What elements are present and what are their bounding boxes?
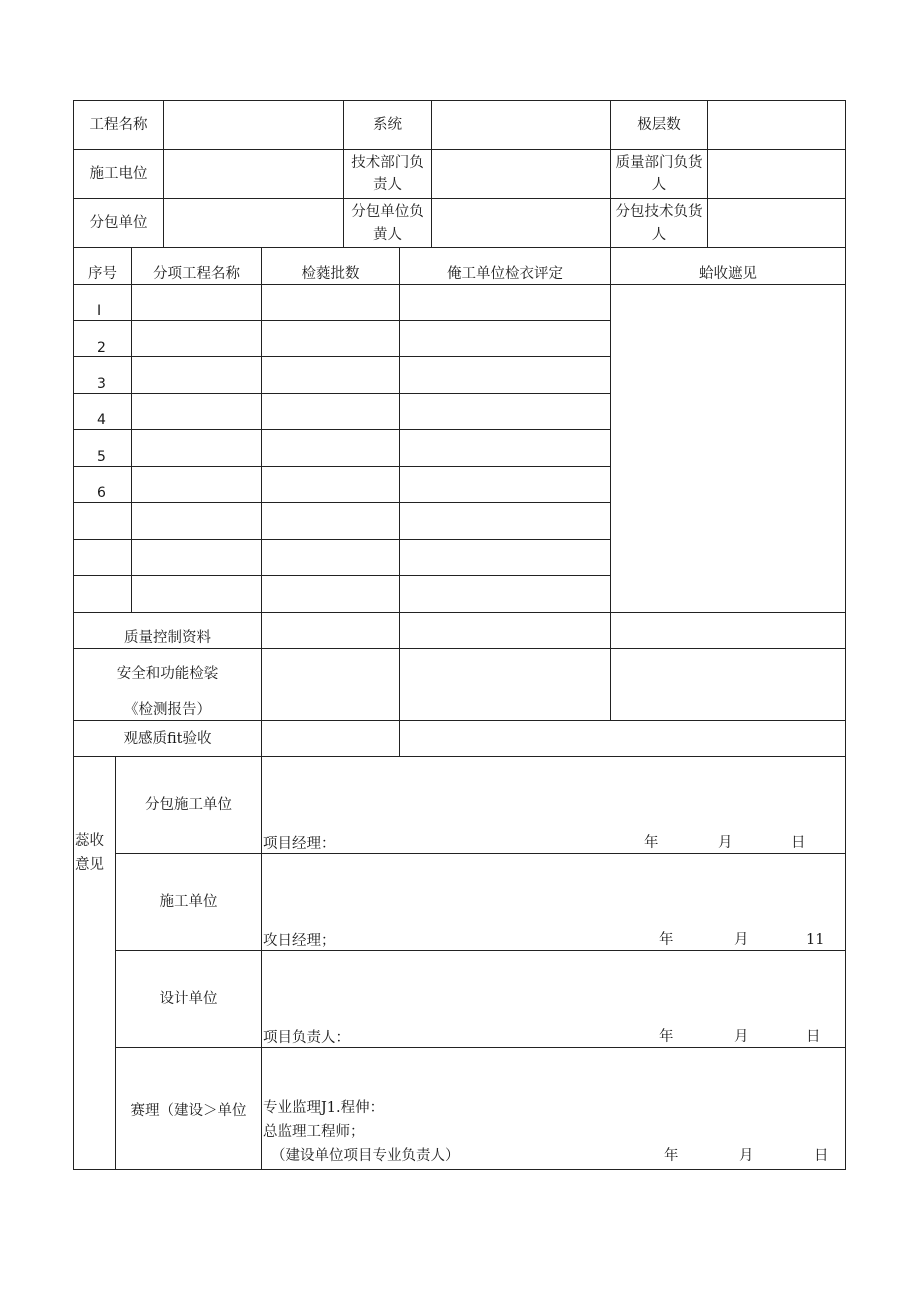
date-day: 日 (791, 835, 806, 851)
signer-label: 总监理工程师； (263, 1124, 365, 1140)
column-header-batch-count: 检蕤批数 (301, 266, 360, 282)
acceptance-side-label-2: 意见 (75, 857, 104, 873)
date-year: 年 (659, 932, 674, 948)
quality-dept-head-label-1: 质量部门负货 (615, 155, 703, 171)
date-day: 日 (814, 1148, 829, 1164)
signer-label: （建设单位项目专业负责人） (271, 1148, 460, 1164)
grid-line (73, 502, 611, 503)
column-header-item-name: 分项工程名称 (153, 266, 240, 282)
sub-tech-head-label-1: 分包技术负货 (615, 204, 703, 220)
grid-line (73, 247, 846, 248)
grid-line (73, 356, 611, 357)
column-header-contractor-evaluation: 俺工单位检衣评定 (447, 266, 563, 282)
signer-label: 项目负责人： (263, 1030, 350, 1046)
subcontractor-label: 分包单位 (89, 215, 148, 231)
design-unit-label: 设计单位 (159, 991, 218, 1007)
row-number: I (97, 303, 102, 319)
row-number: 2 (97, 340, 106, 356)
grid-line (73, 575, 611, 576)
signer-label: 攻日经理； (263, 933, 336, 949)
sub-unit-head-label-1: 分包单位负 (351, 204, 424, 220)
sub-unit-head-label-2: 黄人 (373, 227, 402, 243)
date-year: 年 (659, 1029, 674, 1045)
date-day: 日 (806, 1029, 821, 1045)
grid-line (163, 100, 164, 248)
grid-line (73, 648, 846, 649)
grid-line (73, 393, 611, 394)
grid-line (73, 284, 846, 285)
project-name-label: 工程名称 (89, 117, 148, 133)
column-header-seq: 序号 (88, 266, 117, 282)
appearance-quality-label: 观感质fit验收 (123, 731, 212, 747)
grid-line (73, 466, 611, 467)
signer-label: 项目经理： (263, 836, 336, 852)
table-border-right (845, 100, 846, 1170)
floors-label: 极层数 (637, 117, 681, 133)
grid-line (261, 248, 262, 757)
system-label: 系统 (373, 117, 402, 133)
signer-label: 专业监理J1.程伸： (263, 1100, 385, 1116)
date-month: 月 (734, 932, 749, 948)
grid-line (73, 539, 611, 540)
date-day: 11 (806, 932, 825, 948)
grid-line (399, 248, 400, 757)
construction-unit-sign-label: 施工单位 (159, 894, 218, 910)
grid-line (73, 198, 846, 199)
row-number: 6 (97, 485, 106, 501)
grid-line (73, 720, 846, 721)
acceptance-side-label-1: 蕊收 (75, 833, 104, 849)
table-border-top (73, 100, 846, 101)
grid-line (73, 429, 611, 430)
date-year: 年 (644, 835, 659, 851)
grid-line (73, 320, 611, 321)
subcontractor-unit-label: 分包施工单位 (145, 797, 232, 813)
grid-line (131, 248, 132, 613)
grid-line (115, 853, 846, 854)
table-border-bottom (73, 1169, 846, 1170)
supervision-unit-label: 赛理（建设＞单位 (130, 1103, 247, 1119)
tech-dept-head-label-1: 技术部门负 (351, 155, 424, 171)
grid-line (610, 248, 611, 721)
quality-control-label: 质量控制资料 (124, 630, 211, 646)
grid-line (431, 100, 432, 248)
tech-dept-head-label-2: 责人 (373, 177, 402, 193)
grid-line (73, 612, 846, 613)
grid-line (73, 149, 846, 150)
safety-function-label-2: 《检测报告） (124, 702, 211, 718)
date-month: 月 (718, 835, 733, 851)
date-month: 月 (739, 1148, 754, 1164)
row-number: 3 (97, 376, 106, 392)
sub-tech-head-label-2: 人 (651, 227, 667, 243)
construction-unit-label: 施工电位 (89, 166, 148, 182)
column-header-acceptance-opinion: 蛤收遮见 (699, 266, 757, 282)
date-year: 年 (664, 1148, 679, 1164)
row-number: 5 (97, 449, 106, 465)
quality-dept-head-label-2: 人 (651, 177, 667, 193)
grid-line (115, 950, 846, 951)
grid-line (73, 756, 846, 757)
date-month: 月 (734, 1029, 749, 1045)
safety-function-label-1: 安全和功能检裟 (116, 666, 219, 682)
grid-line (261, 756, 262, 1170)
grid-line (707, 100, 708, 248)
row-number: 4 (97, 412, 106, 428)
grid-line (115, 1047, 846, 1048)
